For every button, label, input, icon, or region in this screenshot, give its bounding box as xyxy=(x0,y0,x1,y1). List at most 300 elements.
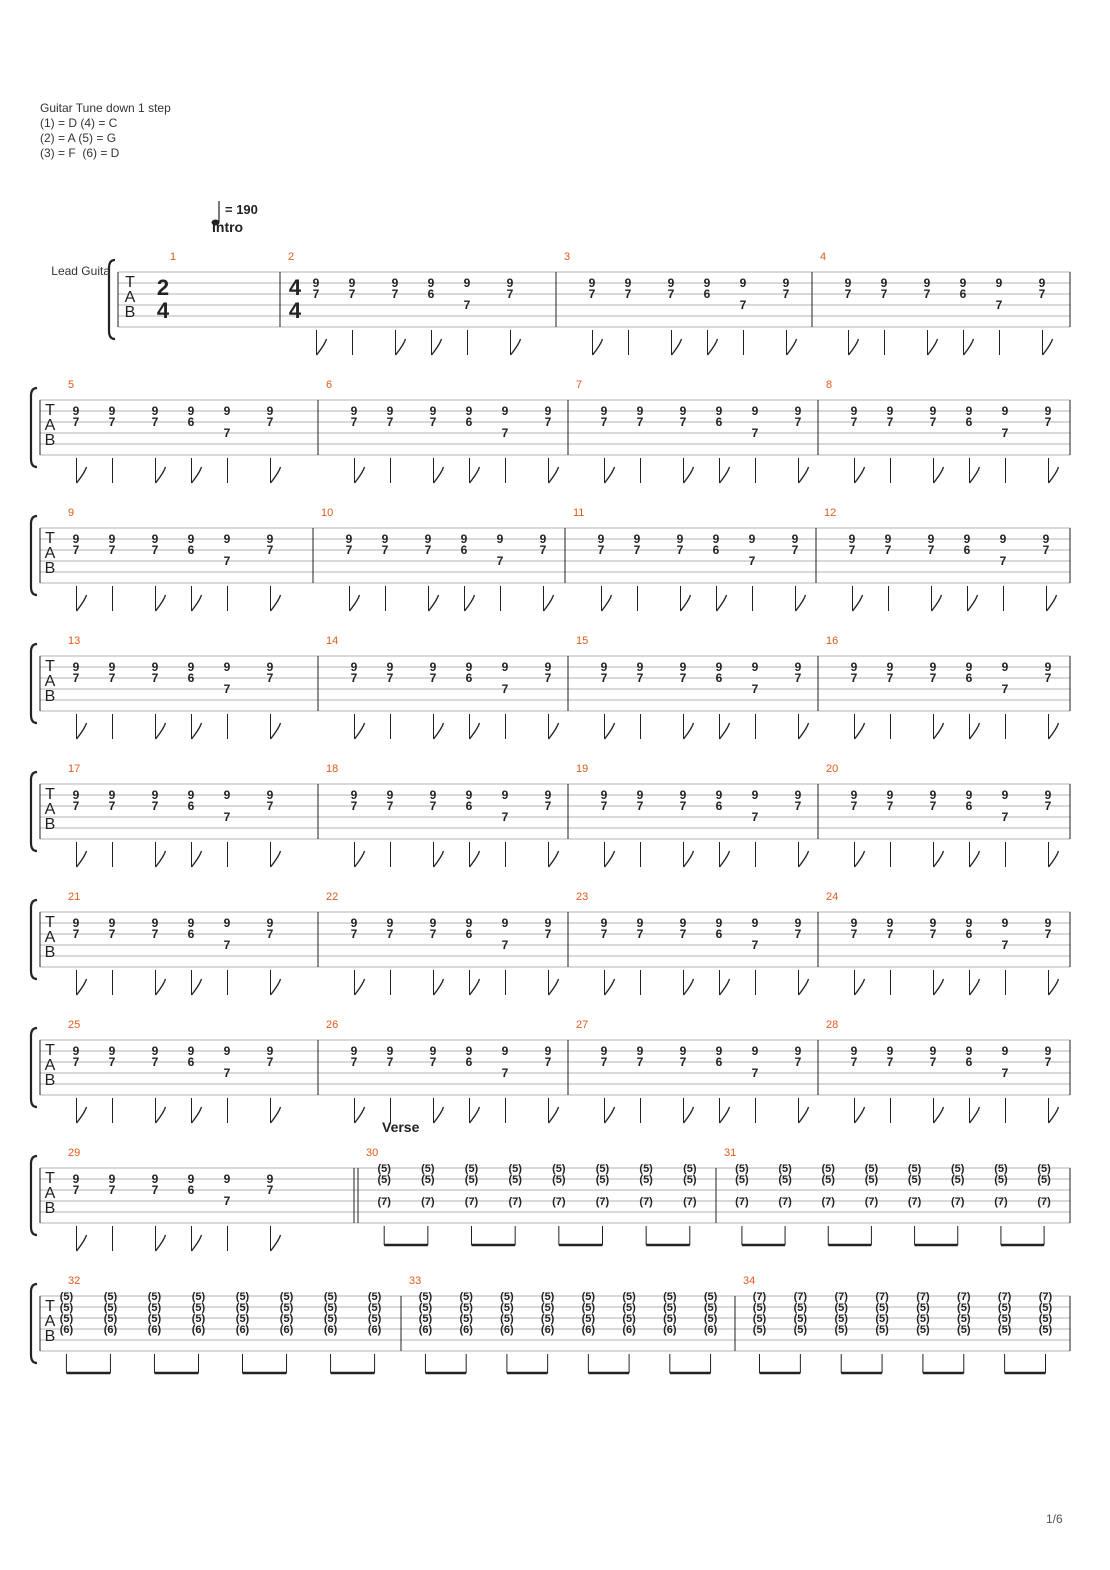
fret-number: 9 xyxy=(187,1044,195,1058)
fret-number: (7) xyxy=(957,1291,971,1303)
tab-clef-letter: B xyxy=(44,432,56,449)
measure-number: 13 xyxy=(68,635,81,647)
fret-number: 9 xyxy=(72,660,80,674)
measure-number: 2 xyxy=(288,251,295,263)
note-flag xyxy=(934,1107,944,1123)
fret-number: (5) xyxy=(191,1302,206,1314)
fret-number: 9 xyxy=(850,788,858,802)
fret-number: 7 xyxy=(636,671,644,685)
note-flag xyxy=(434,979,444,995)
fret-number: 7 xyxy=(151,927,159,941)
note-flag xyxy=(77,851,87,867)
tuning-line-1: (1) = D (4) = C xyxy=(40,116,118,130)
fret-number: 7 xyxy=(995,298,1003,312)
fret-number: 9 xyxy=(703,276,711,290)
fret-number: (5) xyxy=(279,1313,294,1325)
fret-number: 9 xyxy=(929,404,937,418)
fret-number: 9 xyxy=(636,788,644,802)
fret-number: 9 xyxy=(1001,788,1009,802)
fret-number: 7 xyxy=(429,799,437,813)
fret-number: (6) xyxy=(367,1324,382,1336)
tab-clef-letter: B xyxy=(44,1200,56,1217)
fret-number: 9 xyxy=(633,532,641,546)
fret-number: 9 xyxy=(187,916,195,930)
fret-number: (7) xyxy=(735,1196,749,1208)
note-flag xyxy=(605,979,615,995)
fret-number: (5) xyxy=(103,1302,118,1314)
fret-number: 7 xyxy=(266,671,274,685)
fret-number: (5) xyxy=(864,1174,879,1186)
fret-number: (7) xyxy=(552,1196,566,1208)
fret-number: 6 xyxy=(715,415,723,429)
note-flag xyxy=(77,595,87,611)
fret-number: (5) xyxy=(508,1163,522,1175)
fret-number: 9 xyxy=(501,1044,509,1058)
fret-number: 6 xyxy=(187,927,195,941)
tab-clef-letter: T xyxy=(45,658,55,675)
fret-number: 7 xyxy=(751,682,759,696)
fret-number: 9 xyxy=(715,1044,723,1058)
fret-number: 6 xyxy=(715,799,723,813)
fret-number: (5) xyxy=(821,1163,835,1175)
fret-number: 7 xyxy=(850,927,858,941)
fret-number: 7 xyxy=(751,426,759,440)
fret-number: 7 xyxy=(350,799,358,813)
fret-number: 7 xyxy=(72,1055,80,1069)
fret-number: 9 xyxy=(386,788,394,802)
fret-number: 7 xyxy=(424,543,432,557)
fret-number: 7 xyxy=(667,287,675,301)
fret-number: 7 xyxy=(429,671,437,685)
fret-number: 9 xyxy=(886,916,894,930)
fret-number: (5) xyxy=(916,1324,930,1336)
fret-number: 9 xyxy=(266,788,274,802)
fret-number: 9 xyxy=(223,404,231,418)
measure-number: 12 xyxy=(824,507,837,519)
system-brace xyxy=(31,900,37,979)
fret-number: 6 xyxy=(963,543,971,557)
fret-number: 9 xyxy=(1044,404,1052,418)
fret-number: 9 xyxy=(312,276,320,290)
fret-number: (5) xyxy=(323,1302,338,1314)
fret-number: 9 xyxy=(187,404,195,418)
instrument-name: Lead Guita xyxy=(51,264,110,278)
fret-number: (5) xyxy=(367,1313,382,1325)
fret-number: 9 xyxy=(223,1172,231,1186)
fret-number: 9 xyxy=(108,1044,116,1058)
fret-number: 9 xyxy=(501,660,509,674)
fret-number: 9 xyxy=(600,1044,608,1058)
fret-number: 9 xyxy=(386,404,394,418)
note-flag xyxy=(271,851,281,867)
system-brace xyxy=(31,1028,37,1107)
note-flag xyxy=(796,595,806,611)
fret-number: 7 xyxy=(929,799,937,813)
fret-number: 7 xyxy=(108,1055,116,1069)
note-flag xyxy=(271,1235,281,1251)
note-flag xyxy=(355,467,365,483)
note-flag xyxy=(355,1107,365,1123)
measure-number: 33 xyxy=(409,1275,422,1287)
fret-number: (7) xyxy=(994,1196,1008,1208)
fret-number: 9 xyxy=(751,916,759,930)
fret-number: (5) xyxy=(997,1302,1012,1314)
fret-number: 7 xyxy=(72,1183,80,1197)
fret-number: 9 xyxy=(850,404,858,418)
measure-number: 24 xyxy=(826,891,839,903)
note-flag xyxy=(720,1107,730,1123)
note-flag xyxy=(1049,979,1059,995)
fret-number: (5) xyxy=(622,1291,636,1303)
fret-number: 9 xyxy=(539,532,547,546)
fret-number: 7 xyxy=(848,543,856,557)
tab-clef-letter: B xyxy=(44,560,56,577)
measure-number: 20 xyxy=(826,763,839,775)
fret-number: 6 xyxy=(187,671,195,685)
fret-number: (5) xyxy=(875,1324,889,1336)
fret-number: 7 xyxy=(386,927,394,941)
measure-number: 23 xyxy=(576,891,589,903)
fret-number: 6 xyxy=(703,287,711,301)
note-flag xyxy=(549,723,559,739)
measure-number: 1 xyxy=(170,251,177,263)
fret-number: 9 xyxy=(460,532,468,546)
fret-number: 9 xyxy=(794,916,802,930)
fret-number: 6 xyxy=(465,927,473,941)
fret-number: 7 xyxy=(636,415,644,429)
fret-number: 6 xyxy=(187,1183,195,1197)
note-flag xyxy=(434,723,444,739)
fret-number: 9 xyxy=(350,788,358,802)
fret-number: (5) xyxy=(500,1291,514,1303)
tab-system xyxy=(31,507,1070,611)
fret-number: (5) xyxy=(459,1291,473,1303)
fret-number: 7 xyxy=(794,799,802,813)
measure-number: 11 xyxy=(573,507,585,519)
note-flag xyxy=(549,979,559,995)
tab-clef-letter: T xyxy=(45,786,55,803)
tab-system xyxy=(31,1275,1070,1373)
fret-number: 9 xyxy=(679,916,687,930)
fret-number: 7 xyxy=(929,671,937,685)
fret-number: 9 xyxy=(929,788,937,802)
fret-number: 7 xyxy=(501,1066,509,1080)
tab-clef-letter: A xyxy=(44,929,56,946)
fret-number: 9 xyxy=(794,1044,802,1058)
fret-number: (5) xyxy=(421,1174,435,1186)
fret-number: 7 xyxy=(72,415,80,429)
fret-number: 7 xyxy=(350,1055,358,1069)
fret-number: (6) xyxy=(59,1324,74,1336)
fret-number: 7 xyxy=(266,543,274,557)
fret-number: 7 xyxy=(223,426,231,440)
note-flag xyxy=(355,723,365,739)
note-flag xyxy=(432,339,442,355)
fret-number: 9 xyxy=(1001,916,1009,930)
fret-number: 7 xyxy=(1001,938,1009,952)
note-flag xyxy=(970,979,980,995)
fret-number: 7 xyxy=(597,543,605,557)
fret-number: 7 xyxy=(929,415,937,429)
fret-number: (7) xyxy=(907,1196,922,1208)
fret-number: (5) xyxy=(235,1313,250,1325)
fret-number: 9 xyxy=(600,404,608,418)
note-flag xyxy=(970,1107,980,1123)
fret-number: (5) xyxy=(622,1313,636,1325)
fret-number: (5) xyxy=(793,1302,808,1314)
fret-number: (5) xyxy=(540,1291,555,1303)
fret-number: 7 xyxy=(108,927,116,941)
fret-number: 7 xyxy=(1038,287,1046,301)
section-label: Intro xyxy=(212,219,244,235)
fret-number: 7 xyxy=(676,543,684,557)
system-brace xyxy=(31,772,37,851)
tab-clef-letter: B xyxy=(44,816,56,833)
fret-number: 7 xyxy=(348,287,356,301)
fret-number: 9 xyxy=(588,276,596,290)
fret-number: (5) xyxy=(1038,1302,1053,1314)
fret-number: (5) xyxy=(875,1302,889,1314)
fret-number: 9 xyxy=(794,660,802,674)
note-flag xyxy=(932,595,942,611)
tuning-title: Guitar Tune down 1 step xyxy=(40,101,171,115)
fret-number: 7 xyxy=(929,1055,937,1069)
fret-number: (5) xyxy=(793,1324,808,1336)
fret-number: 7 xyxy=(350,415,358,429)
fret-number: 9 xyxy=(782,276,790,290)
note-flag xyxy=(968,595,978,611)
tab-clef-letter: B xyxy=(44,1072,56,1089)
fret-number: 9 xyxy=(429,916,437,930)
fret-number: (5) xyxy=(834,1324,848,1336)
fret-number: 7 xyxy=(72,799,80,813)
fret-number: 7 xyxy=(884,543,892,557)
fret-number: 7 xyxy=(923,287,931,301)
note-flag xyxy=(849,339,859,355)
note-flag xyxy=(77,723,87,739)
measure-number: 29 xyxy=(68,1147,81,1159)
fret-number: 9 xyxy=(345,532,353,546)
fret-number: 9 xyxy=(597,532,605,546)
fret-number: 9 xyxy=(266,1044,274,1058)
fret-number: (6) xyxy=(703,1324,718,1336)
fret-number: 7 xyxy=(794,927,802,941)
fret-number: 7 xyxy=(72,543,80,557)
fret-number: 9 xyxy=(72,404,80,418)
fret-number: 9 xyxy=(848,532,856,546)
measure-number: 18 xyxy=(326,763,339,775)
note-flag xyxy=(970,467,980,483)
fret-number: 9 xyxy=(348,276,356,290)
note-flag xyxy=(549,851,559,867)
fret-number: (5) xyxy=(418,1302,433,1314)
note-flag xyxy=(434,467,444,483)
fret-number: (5) xyxy=(916,1302,930,1314)
fret-number: (5) xyxy=(421,1163,435,1175)
fret-number: (5) xyxy=(821,1174,835,1186)
fret-number: 7 xyxy=(108,671,116,685)
fret-number: 9 xyxy=(965,1044,973,1058)
fret-number: 6 xyxy=(465,415,473,429)
fret-number: 9 xyxy=(965,660,973,674)
fret-number: (5) xyxy=(663,1313,677,1325)
fret-number: (5) xyxy=(103,1291,118,1303)
fret-number: 9 xyxy=(1001,660,1009,674)
fret-number: 9 xyxy=(544,1044,552,1058)
tab-clef-letter: A xyxy=(44,1185,56,1202)
fret-number: 9 xyxy=(386,916,394,930)
fret-number: 9 xyxy=(108,916,116,930)
fret-number: 9 xyxy=(72,1172,80,1186)
tab-clef-letter: T xyxy=(45,1298,55,1315)
note-flag xyxy=(684,851,694,867)
fret-number: 7 xyxy=(151,1183,159,1197)
fret-number: 9 xyxy=(600,916,608,930)
fret-number: 9 xyxy=(1001,404,1009,418)
fret-number: 7 xyxy=(501,810,509,824)
note-flag xyxy=(934,723,944,739)
fret-number: 7 xyxy=(350,927,358,941)
fret-number: 9 xyxy=(223,788,231,802)
fret-number: 7 xyxy=(679,415,687,429)
fret-number: 9 xyxy=(999,532,1007,546)
fret-number: (5) xyxy=(147,1313,162,1325)
fret-number: (5) xyxy=(1038,1324,1053,1336)
fret-number: 9 xyxy=(963,532,971,546)
fret-number: 9 xyxy=(886,788,894,802)
fret-number: 7 xyxy=(850,415,858,429)
fret-number: 6 xyxy=(187,1055,195,1069)
fret-number: 9 xyxy=(929,1044,937,1058)
fret-number: 7 xyxy=(429,927,437,941)
system-brace xyxy=(31,644,37,723)
fret-number: 9 xyxy=(715,404,723,418)
tab-clef-letter: A xyxy=(44,1313,56,1330)
fret-number: (5) xyxy=(907,1163,922,1175)
tab-clef-letter: B xyxy=(44,688,56,705)
fret-number: 7 xyxy=(633,543,641,557)
fret-number: 9 xyxy=(791,532,799,546)
fret-number: 9 xyxy=(187,532,195,546)
fret-number: 9 xyxy=(108,788,116,802)
fret-number: 7 xyxy=(266,1183,274,1197)
fret-number: (5) xyxy=(834,1302,848,1314)
fret-number: (6) xyxy=(622,1324,636,1336)
fret-number: 9 xyxy=(108,404,116,418)
fret-number: 7 xyxy=(386,1055,394,1069)
fret-number: 6 xyxy=(427,287,435,301)
note-flag xyxy=(605,851,615,867)
fret-number: 9 xyxy=(151,660,159,674)
note-flag xyxy=(681,595,691,611)
fret-number: (5) xyxy=(834,1313,848,1325)
note-flag xyxy=(549,467,559,483)
note-flag xyxy=(799,979,809,995)
fret-number: (5) xyxy=(683,1174,697,1186)
tab-clef-letter: T xyxy=(45,530,55,547)
note-flag xyxy=(77,1107,87,1123)
fret-number: (7) xyxy=(1038,1291,1053,1303)
tab-system xyxy=(51,219,1070,355)
fret-number: 7 xyxy=(544,415,552,429)
fret-number: 9 xyxy=(544,404,552,418)
fret-number: (5) xyxy=(540,1302,555,1314)
fret-number: 9 xyxy=(266,916,274,930)
note-flag xyxy=(156,851,166,867)
fret-number: 9 xyxy=(1044,788,1052,802)
fret-number: (5) xyxy=(997,1324,1012,1336)
fret-number: (5) xyxy=(147,1302,162,1314)
fret-number: 9 xyxy=(995,276,1003,290)
fret-number: 7 xyxy=(266,1055,274,1069)
note-flag xyxy=(192,1107,202,1123)
fret-number: 7 xyxy=(929,927,937,941)
fret-number: (5) xyxy=(957,1302,971,1314)
fret-number: 9 xyxy=(886,660,894,674)
fret-number: (5) xyxy=(367,1291,382,1303)
note-flag xyxy=(470,1107,480,1123)
fret-number: (7) xyxy=(752,1291,767,1303)
fret-number: 9 xyxy=(676,532,684,546)
fret-number: 9 xyxy=(751,788,759,802)
fret-number: 7 xyxy=(751,1066,759,1080)
fret-number: 9 xyxy=(223,916,231,930)
fret-number: 7 xyxy=(151,799,159,813)
fret-number: (6) xyxy=(663,1324,677,1336)
fret-number: 9 xyxy=(429,660,437,674)
fret-number: 9 xyxy=(429,788,437,802)
fret-number: 9 xyxy=(715,916,723,930)
fret-number: 6 xyxy=(715,1055,723,1069)
fret-number: 7 xyxy=(679,671,687,685)
fret-number: 7 xyxy=(794,1055,802,1069)
measure-number: 17 xyxy=(68,763,81,775)
measure-number: 9 xyxy=(68,507,75,519)
note-flag xyxy=(192,595,202,611)
note-flag xyxy=(271,1107,281,1123)
note-flag xyxy=(855,723,865,739)
fret-number: 9 xyxy=(850,1044,858,1058)
fret-number: 9 xyxy=(151,788,159,802)
note-flag xyxy=(156,979,166,995)
fret-number: 7 xyxy=(544,799,552,813)
note-flag xyxy=(970,723,980,739)
measure-number: 34 xyxy=(743,1275,756,1287)
page-number: 1/6 xyxy=(1046,1512,1063,1526)
fret-number: 7 xyxy=(927,543,935,557)
fret-number: 9 xyxy=(544,916,552,930)
tab-clef-letter: T xyxy=(45,1170,55,1187)
fret-number: 7 xyxy=(72,671,80,685)
fret-number: 7 xyxy=(751,810,759,824)
fret-number: (5) xyxy=(639,1174,653,1186)
measure-number: 28 xyxy=(826,1019,839,1031)
fret-number: (6) xyxy=(279,1324,294,1336)
note-flag xyxy=(350,595,360,611)
fret-number: 9 xyxy=(72,788,80,802)
fret-number: 7 xyxy=(850,671,858,685)
note-flag xyxy=(470,851,480,867)
fret-number: 9 xyxy=(429,404,437,418)
fret-number: (6) xyxy=(540,1324,555,1336)
fret-number: (6) xyxy=(459,1324,473,1336)
fret-number: 7 xyxy=(1042,543,1050,557)
fret-number: 9 xyxy=(223,1044,231,1058)
fret-number: 9 xyxy=(636,404,644,418)
fret-number: 7 xyxy=(850,1055,858,1069)
fret-number: 7 xyxy=(794,671,802,685)
fret-number: 9 xyxy=(151,404,159,418)
